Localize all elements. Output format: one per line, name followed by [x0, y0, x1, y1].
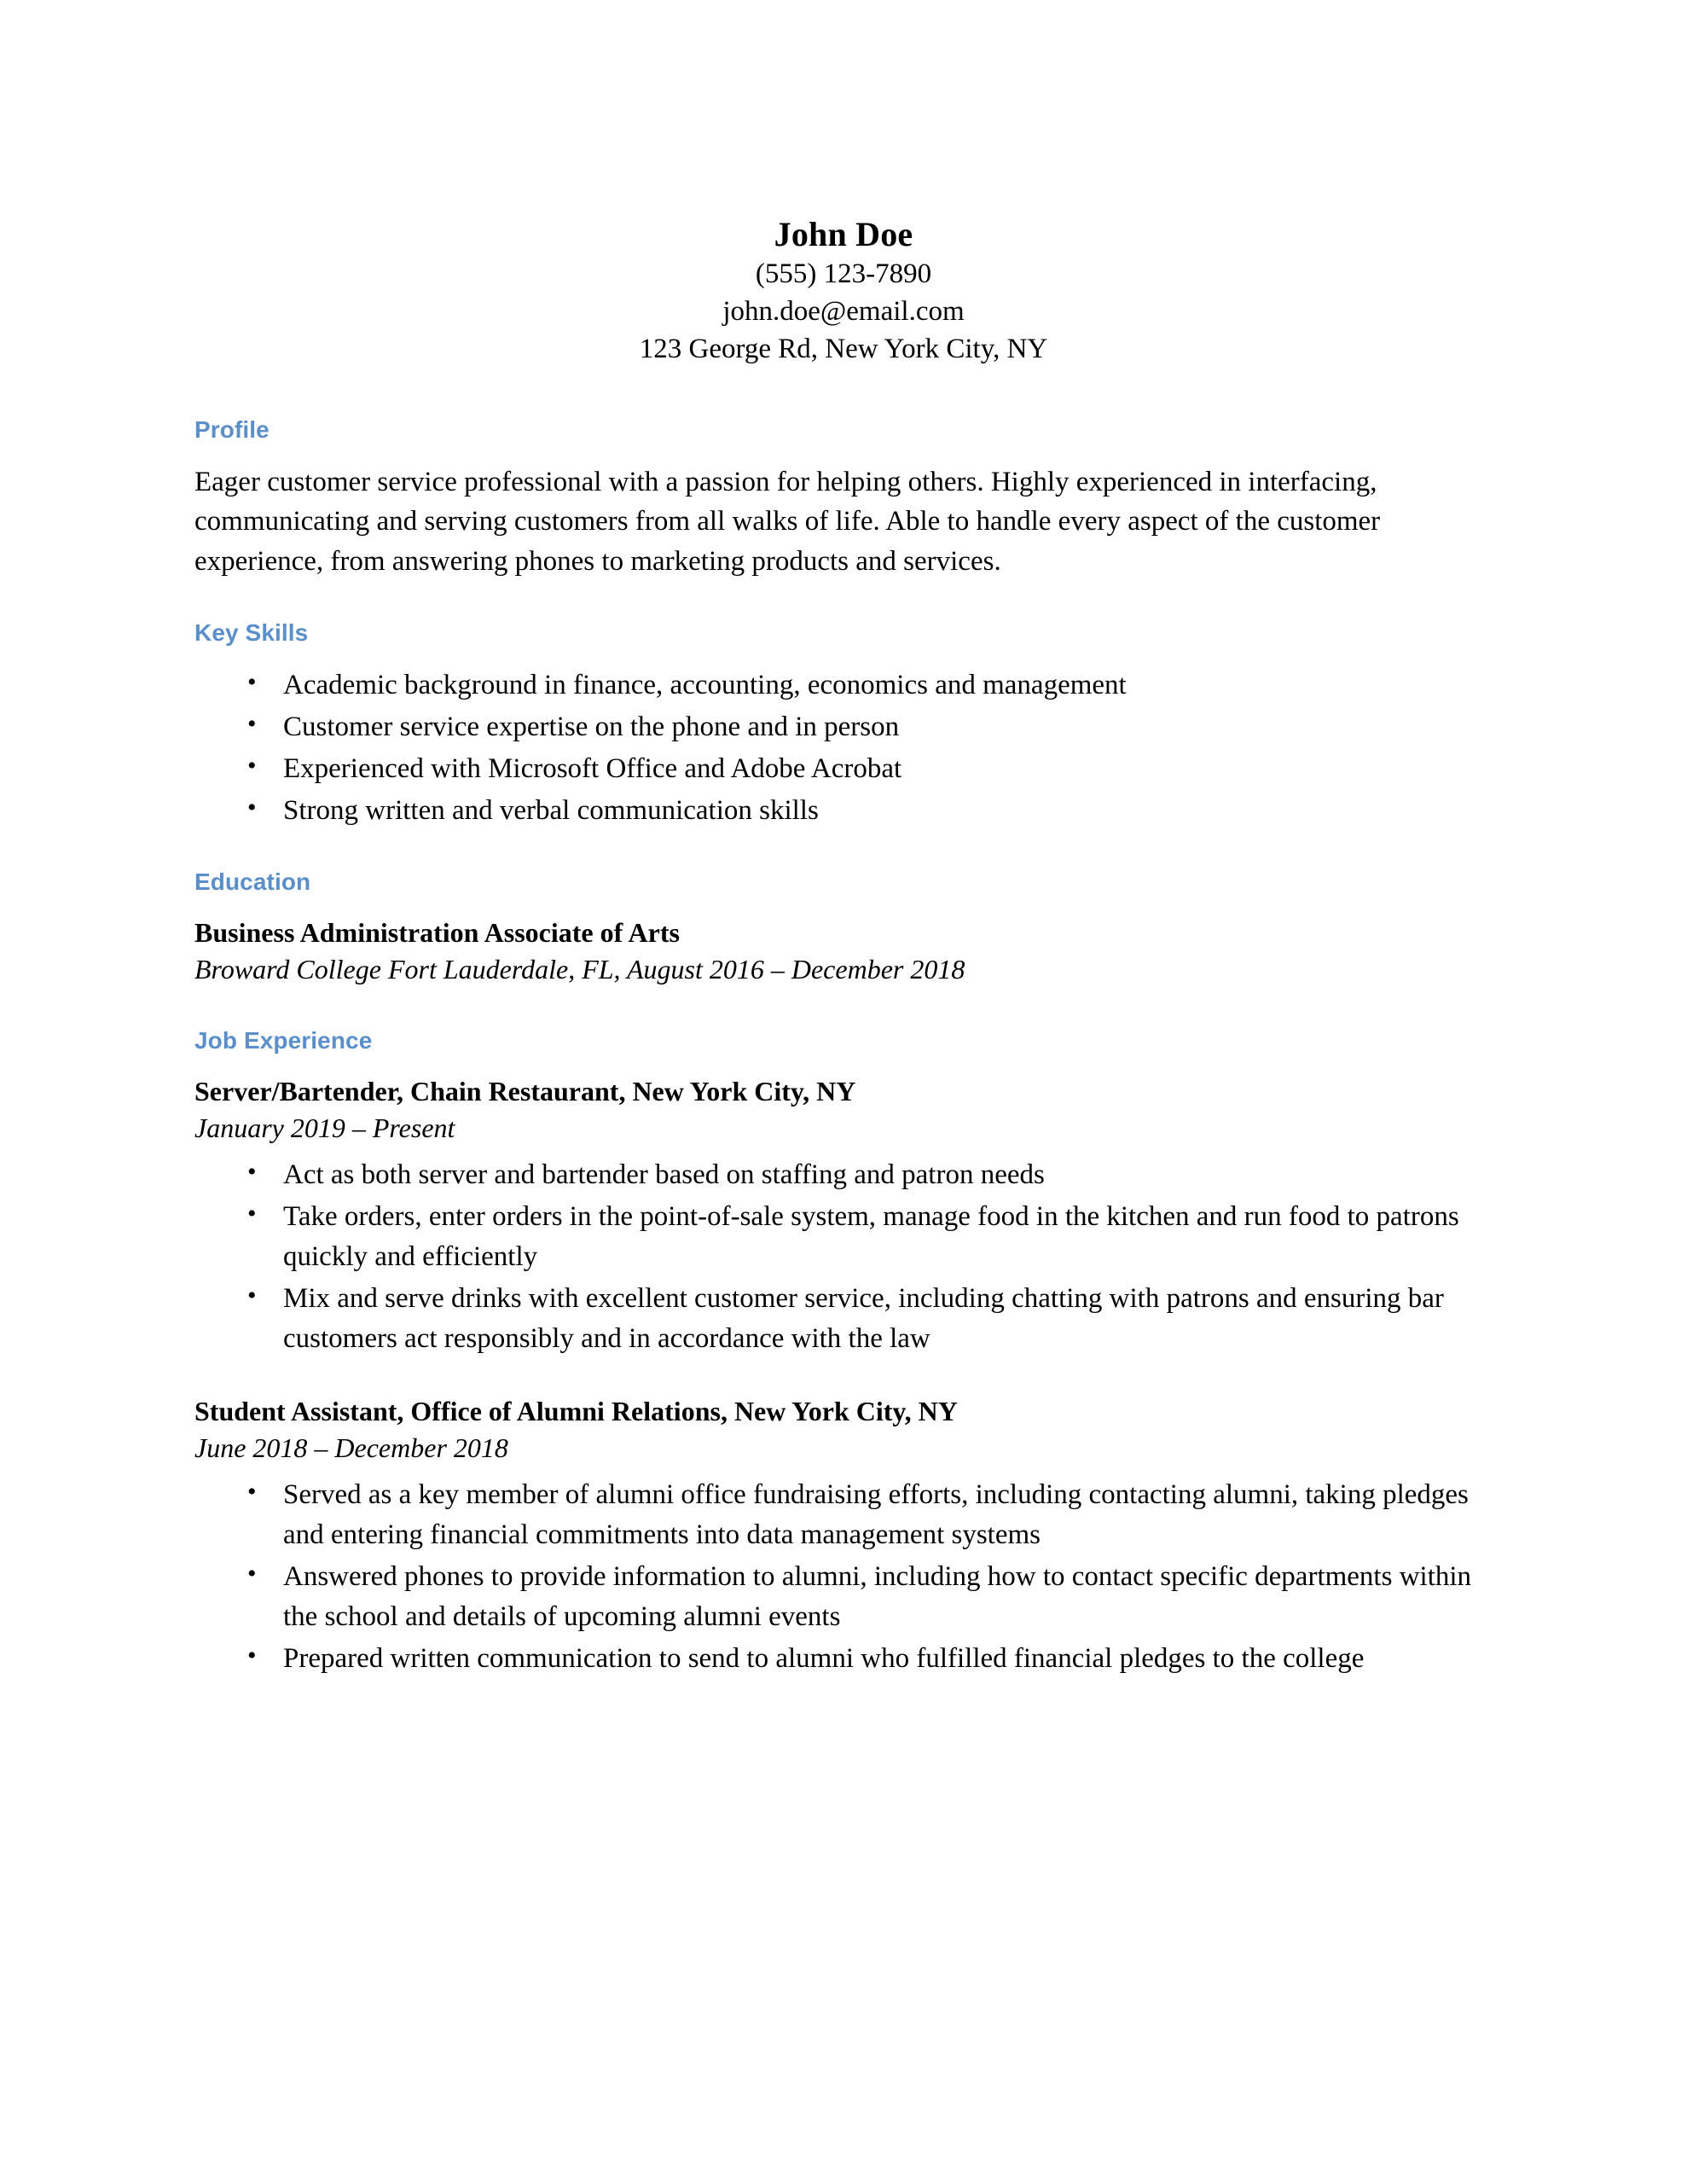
education-degree: Business Administration Associate of Arts [194, 916, 680, 948]
candidate-phone: (555) 123-7890 [755, 258, 932, 289]
list-item: • Experienced with Microsoft Office and Adobe Acrobat [247, 749, 1493, 789]
resume-header [194, 213, 1493, 369]
job-dates: June 2018 – December 2018 [194, 1432, 508, 1463]
list-item: • Answered phones to provide information to alumni, including how to contact specific departments within the school and details of upcoming alumni events [247, 1557, 1493, 1637]
candidate-name: John Doe [774, 215, 913, 253]
list-item: • Take orders, enter orders in the point-of-sale system, manage food in the kitchen and run food to patrons quickly and efficiently [247, 1197, 1493, 1277]
list-item: • Mix and serve drinks with excellent customer service, including chatting with patrons and ensuring bar customers act responsibly and in accordance with the law [247, 1279, 1493, 1359]
list-item: • Academic background in finance, accounting, economics and management [247, 665, 1493, 706]
list-item: • Prepared written communication to send to alumni who fulfilled financial pledges to the college [247, 1639, 1493, 1679]
section-title-profile: Profile [194, 415, 270, 443]
section-profile [194, 416, 1493, 583]
section-education [194, 868, 1493, 988]
education-detail: Broward College Fort Lauderdale, FL, August 2016 – December 2018 [194, 953, 965, 985]
section-key-skills [194, 619, 1493, 830]
job-title: Student Assistant, Office of Alumni Relations, New York City, NY [194, 1395, 958, 1426]
section-job-experience [194, 1027, 1493, 1678]
candidate-address: 123 George Rd, New York City, NY [639, 333, 1048, 364]
education-entry [194, 915, 1493, 988]
list-item: • Customer service expertise on the phone and in person [247, 707, 1493, 747]
job-bullets-list [194, 1475, 1493, 1678]
job-dates: January 2019 – Present [194, 1112, 455, 1144]
candidate-email: john.doe@email.com [722, 295, 965, 327]
list-item: • Strong written and verbal communication skills [247, 791, 1493, 831]
section-title-job-experience: Job Experience [194, 1027, 373, 1054]
key-skills-list [194, 665, 1493, 830]
job-entry [194, 1073, 1493, 1359]
profile-text: Eager customer service professional with a passion for helping others. Highly experienced in interfacing, communicating and serving customers from all walks of life. Able to handle every aspect of the customer experience, from answering phones to marketing products and services. [194, 466, 1381, 578]
job-bullets-list [194, 1155, 1493, 1358]
section-title-education: Education [194, 868, 311, 895]
section-title-key-skills: Key Skills [194, 619, 309, 647]
job-title: Server/Bartender, Chain Restaurant, New York City, NY [194, 1076, 856, 1107]
list-item: • Served as a key member of alumni office fundraising efforts, including contacting alumni, taking pledges and entering financial commitments into data management systems [247, 1475, 1493, 1555]
list-item: • Act as both server and bartender based on staffing and patron needs [247, 1155, 1493, 1195]
job-entry [194, 1393, 1493, 1679]
